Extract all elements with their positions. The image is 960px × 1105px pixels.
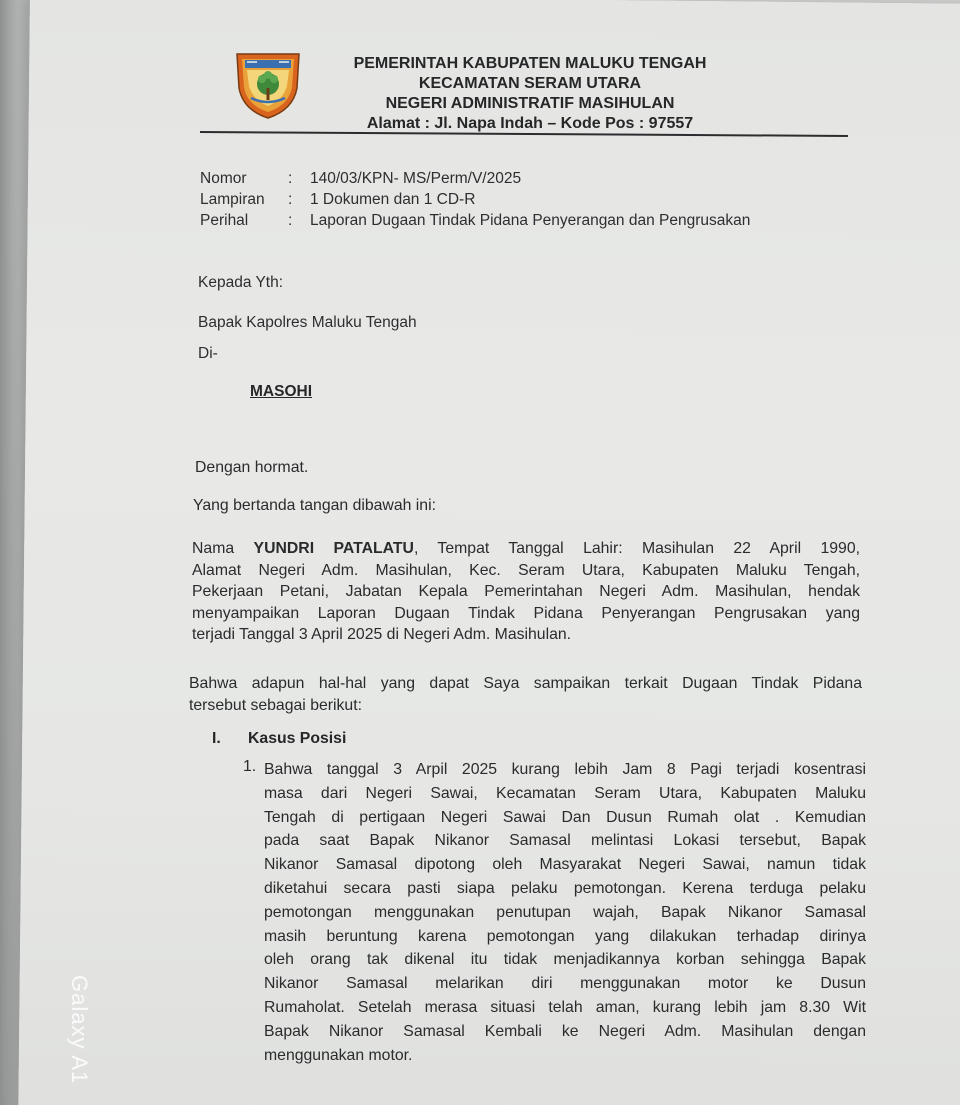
kepada-line: Kepada Yth: [198, 274, 284, 291]
intro-line: Yang bertanda tangan dibawah ini: [193, 497, 436, 514]
name-prefix: Nama [192, 540, 254, 557]
case-line: Tengah di pertigaan Negeri Sawai Dan Dusun Rumah olat . Kemudian [264, 808, 866, 826]
letterhead [310, 54, 750, 134]
greeting: Dengan hormat. [195, 459, 309, 476]
lampiran-colon: : [288, 191, 293, 208]
perihal-value: Laporan Dugaan Tindak Pidana Penyerangan dan Pengrusakan [310, 212, 751, 229]
nomor-value: 140/03/KPN- MS/Perm/V/2025 [310, 170, 522, 187]
statement-line-2: tersebut sebagai berikut: [189, 696, 362, 714]
identity-line-1-rest: , Tempat Tanggal Lahir: Masihulan 22 April 1990, [413, 540, 861, 557]
identity-line-1 [192, 538, 860, 560]
statement-paragraph [189, 673, 862, 716]
case-line: Bapak Nikanor Samasal Kembali ke Negeri Adm. Masihulan dengan [264, 1022, 866, 1040]
perihal-colon: : [288, 212, 293, 229]
lampiran-value: 1 Dokumen dan 1 CD-R [310, 191, 476, 208]
case-line: Bahwa tanggal 3 Arpil 2025 kurang lebih Jam 8 Pagi terjadi kosentrasi [264, 761, 866, 778]
case-item-1 [264, 758, 866, 1067]
case-line: masa dari Negeri Sawai, Kecamatan Seram Utara, Kabupaten Maluku [264, 784, 866, 802]
di-line: Di- [198, 345, 218, 362]
recipient-line: Bapak Kapolres Maluku Tengah [198, 314, 417, 331]
lampiran-label: Lampiran [200, 191, 265, 208]
identity-line-2: Alamat Negeri Adm. Masihulan, Kec. Seram Utara, Kabupaten Maluku Tengah, [192, 561, 860, 579]
letterhead-line-government: PEMERINTAH KABUPATEN MALUKU TENGAH [353, 55, 707, 72]
identity-line-5: terjadi Tanggal 3 April 2025 di Negeri Adm. Masihulan. [192, 626, 572, 643]
identity-line-4: menyampaikan Laporan Dugaan Tindak Pidana Penyerangan Pengrusakan yang [192, 604, 860, 622]
case-line: Nikanor Samasal dipotong oleh Masyarakat Negeri Sawai, namun tidak [264, 856, 866, 874]
item-number: 1. [243, 758, 257, 775]
statement-line-1: Bahwa adapun hal-hal yang dapat Saya sampaikan terkait Dugaan Tindak Pidana [189, 675, 862, 692]
nomor-colon: : [288, 170, 293, 187]
section-number: I. [212, 730, 221, 747]
letterhead-line-village: NEGERI ADMINISTRATIF MASIHULAN [385, 95, 675, 112]
recipient-city: MASOHI [250, 383, 312, 400]
regency-emblem-icon [233, 48, 303, 120]
identity-line-3: Pekerjaan Petani, Jabatan Kepala Pemerintahan Negeri Adm. Masihulan, hendak [192, 583, 860, 600]
case-line: pemotongan menggunakan penutupan wajah, Bapak Nikanor Samasal [264, 903, 866, 921]
letterhead-line-district: KECAMATAN SERAM UTARA [418, 75, 642, 92]
camera-watermark [0, 975, 92, 1005]
case-line: diketahui secara pasti siapa pelaku pemotongan. Kerena terduga pelaku [264, 879, 866, 897]
case-line: Nikanor Samasal melarikan diri menggunakan motor ke Dusun [264, 975, 866, 993]
case-line: Rumaholat. Setelah merasa situasi telah aman, kurang lebih jam 8.30 Wit [264, 998, 866, 1016]
case-line: menggunakan motor. [264, 1046, 413, 1064]
identity-paragraph [192, 538, 860, 646]
section-title: Kasus Posisi [248, 730, 347, 747]
perihal-label: Perihal [200, 212, 249, 229]
letterhead-line-address: Alamat : Jl. Napa Indah – Kode Pos : 97557 [366, 115, 694, 132]
case-line: oleh orang tak dikenal itu tidak menjadikannya korban sehingga Bapak [264, 951, 866, 969]
reporter-name: YUNDRI PATALATU [253, 540, 414, 557]
case-line: pada saat Bapak Nikanor Samasal melintasi Lokasi tersebut, Bapak [264, 832, 866, 850]
nomor-label: Nomor [200, 170, 247, 187]
case-line: masih beruntung karena pemotongan yang dilakukan terhadap dirinya [264, 927, 866, 945]
